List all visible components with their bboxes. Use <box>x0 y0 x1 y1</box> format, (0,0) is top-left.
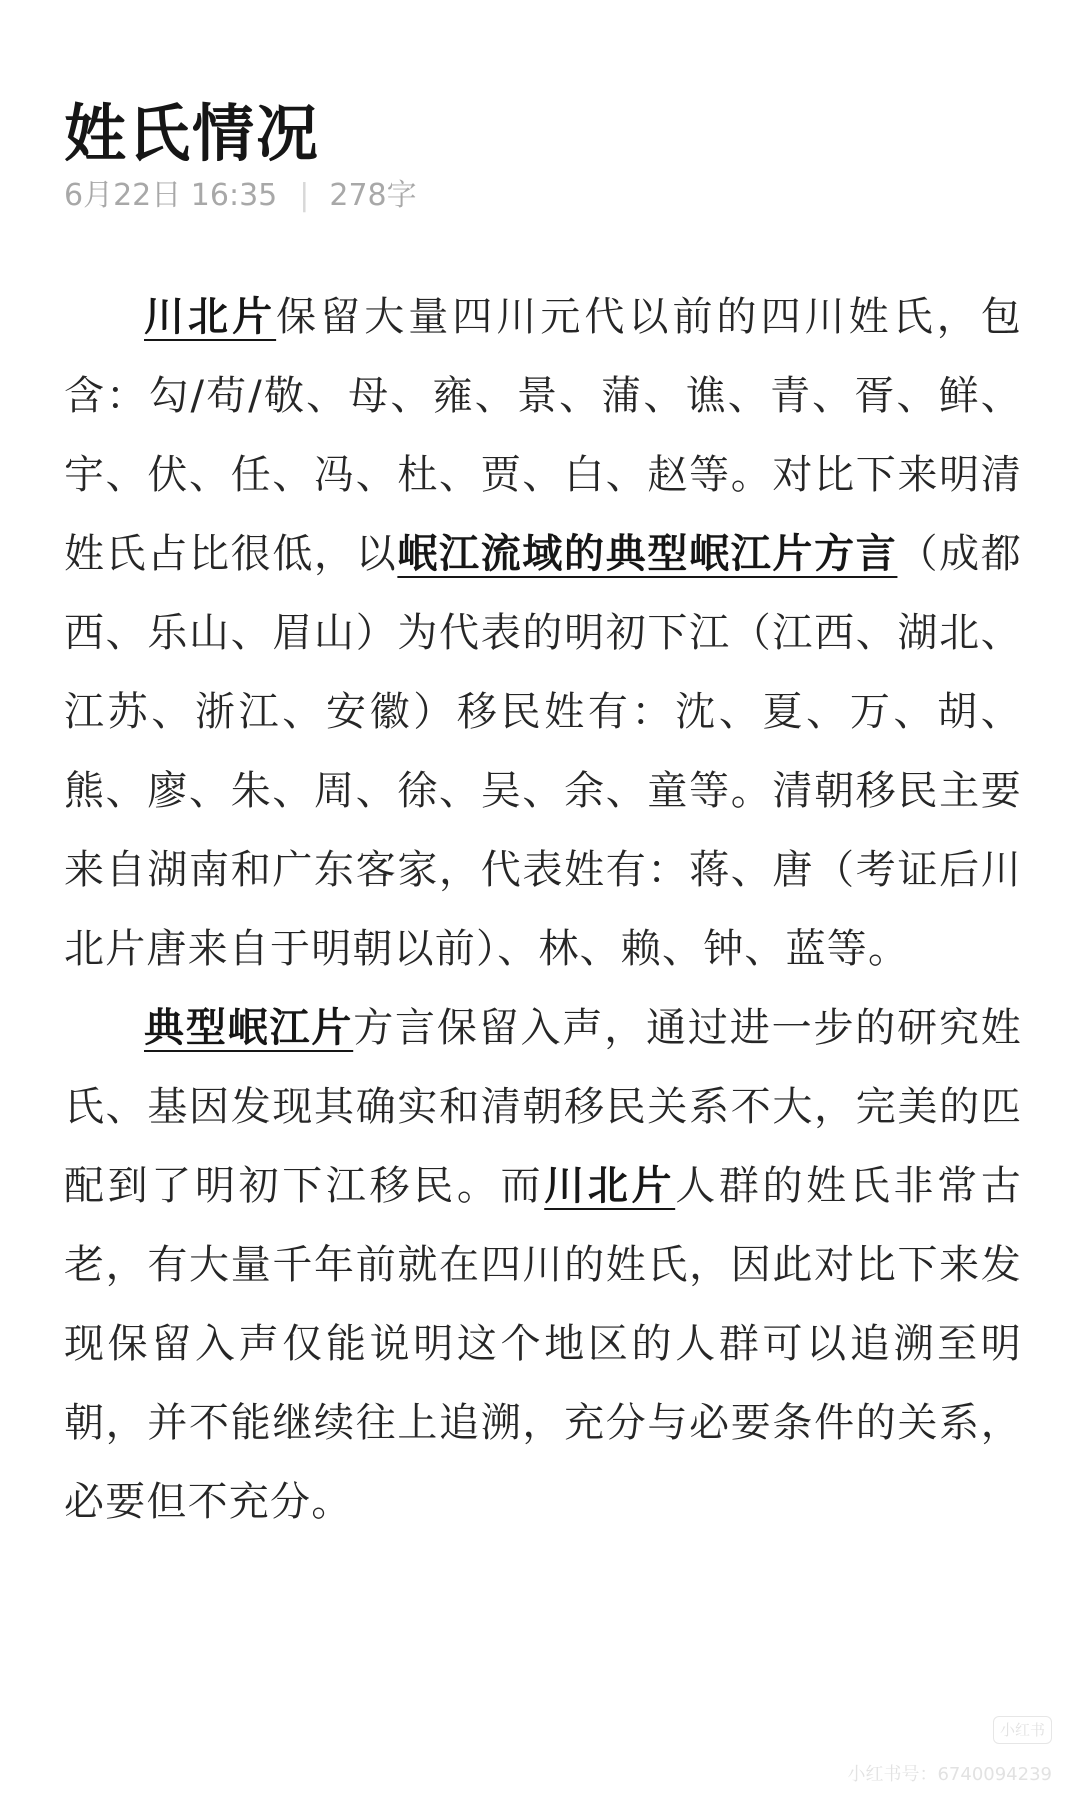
meta-separator: | <box>299 178 310 213</box>
watermark-logo: 小红书 <box>993 1716 1052 1744</box>
body-text: 保留大量四川元代以前的四川姓氏，包含：勾/苟/敬、母、雍、景、蒲、谯、青、胥、鲜、宇、伏、任、冯、杜、贾、白、赵等。对比下来明清姓氏占比很低，以 <box>64 294 1022 577</box>
body-text: 人群的姓氏非常古老，有大量千年前就在四川的姓氏，因此对比下来发现保留入声仅能说明这个地区的人群可以追溯至明朝，并不能继续往上追溯，充分与必要条件的关系，必要但不充分。 <box>64 1163 1022 1525</box>
highlight-text: 岷江流域的典型岷江片方言 <box>397 531 898 577</box>
note-date: 6月22日 16:35 <box>64 178 278 213</box>
note-body[interactable] <box>64 278 1022 1542</box>
body-text: 方言保留入声，通过进一步的研究姓氏、基因发现其确实和清朝移民关系不大，完美的匹配到了明初下江移民。而 <box>64 1005 1023 1209</box>
highlight-text: 川北片 <box>544 1163 676 1209</box>
watermark <box>847 1716 1052 1786</box>
body-text: （成都西、乐山、眉山）为代表的明初下江（江西、湖北、江苏、浙江、安徽）移民姓有：沈、夏、万、胡、熊、廖、朱、周、徐、吴、余、童等。清朝移民主要来自湖南和广东客家，代表姓有：蒋、唐（考证后川北片唐来自于明朝以前）、林、赖、钟、蓝等。 <box>64 531 1022 972</box>
note-meta <box>64 172 417 220</box>
highlight-text: 典型岷江片 <box>144 1005 354 1051</box>
note-title: 姓氏情况 <box>64 96 321 170</box>
highlight-text: 川北片 <box>144 294 277 340</box>
watermark-id: 小红书号：6740094239 <box>847 1764 1052 1785</box>
paragraph-1 <box>64 278 1022 989</box>
word-count: 278字 <box>329 178 417 213</box>
paragraph-2 <box>64 989 1022 1542</box>
